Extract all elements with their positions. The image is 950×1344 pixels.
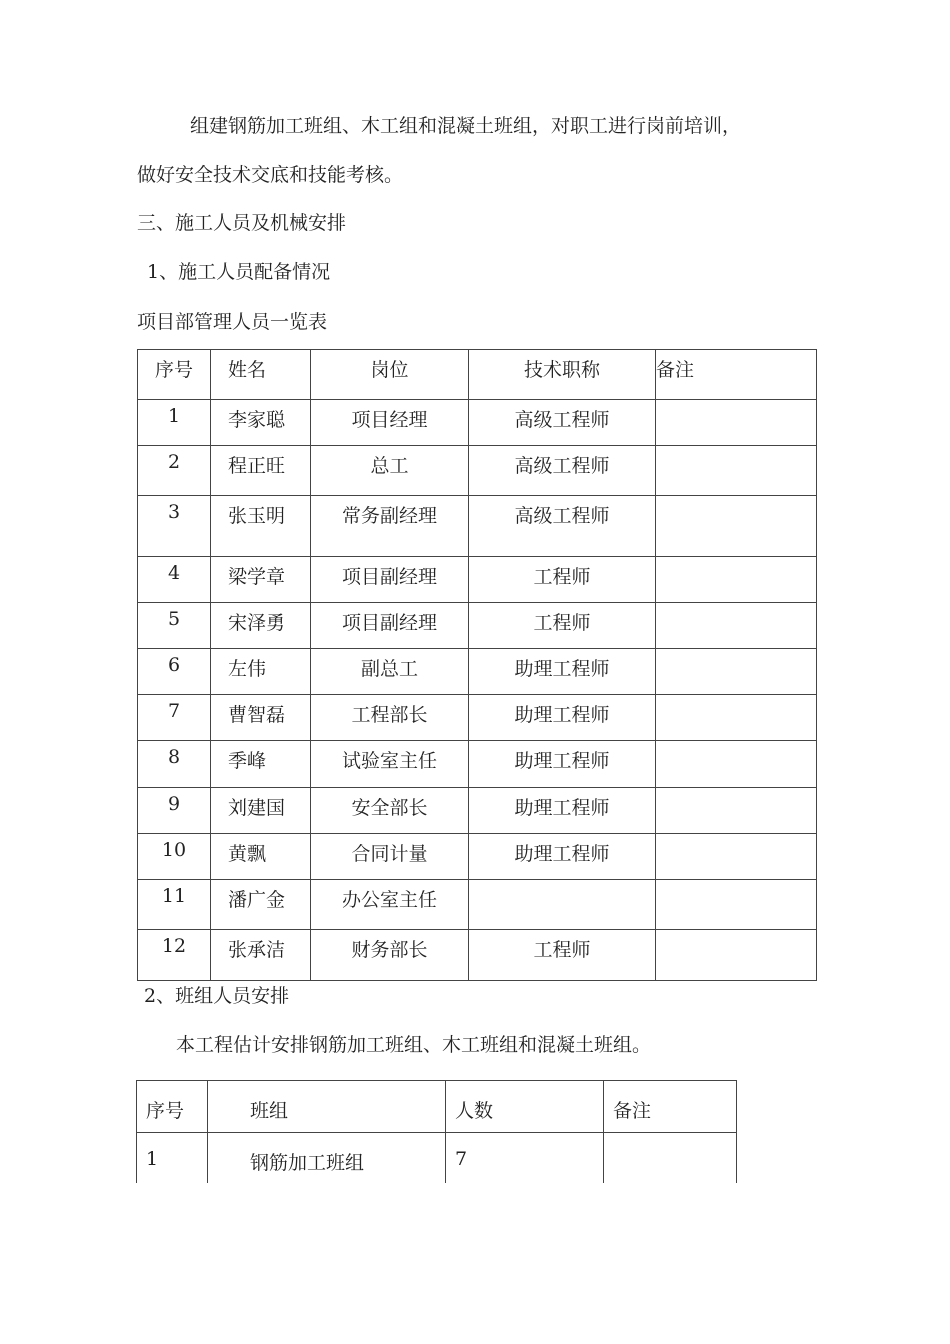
table-cell: 高级工程师 xyxy=(469,496,656,557)
table-cell xyxy=(656,880,817,930)
table-row xyxy=(138,400,817,446)
table-header-cell: 人数 xyxy=(446,1081,604,1133)
table-cell xyxy=(656,930,817,981)
table-cell: 刘建国 xyxy=(211,788,311,834)
table-cell: 8 xyxy=(138,741,211,788)
table-row xyxy=(138,741,817,788)
table-cell: 助理工程师 xyxy=(469,695,656,741)
paragraph-line: 本工程估计安排钢筋加工班组、木工班组和混凝土班组。 xyxy=(176,1034,652,1056)
subsection-heading: 2、班组人员安排 xyxy=(144,985,290,1007)
table-cell: 项目副经理 xyxy=(311,557,469,603)
table-header-cell: 姓名 xyxy=(211,350,311,400)
table-cell: 11 xyxy=(138,880,211,930)
table-cell: 试验室主任 xyxy=(311,741,469,788)
table-cell: 宋泽勇 xyxy=(211,603,311,649)
table-row xyxy=(138,446,817,496)
table-header-cell: 序号 xyxy=(138,350,211,400)
table-cell: 12 xyxy=(138,930,211,981)
table-row xyxy=(138,930,817,981)
table-cell: 李家聪 xyxy=(211,400,311,446)
table-header-row xyxy=(137,1081,737,1133)
table-row xyxy=(138,880,817,930)
table-cell: 7 xyxy=(446,1133,604,1183)
table-cell: 工程部长 xyxy=(311,695,469,741)
table-caption: 项目部管理人员一览表 xyxy=(137,311,328,333)
table-row xyxy=(138,557,817,603)
paragraph-line: 做好安全技术交底和技能考核。 xyxy=(137,164,404,186)
table-cell: 5 xyxy=(138,603,211,649)
table-row xyxy=(138,649,817,695)
table-cell: 工程师 xyxy=(469,603,656,649)
table-cell: 总工 xyxy=(311,446,469,496)
table-header-row xyxy=(138,350,817,400)
table-cell: 3 xyxy=(138,496,211,557)
table-cell: 2 xyxy=(138,446,211,496)
subsection-heading: 1、施工人员配备情况 xyxy=(147,261,331,283)
table-cell xyxy=(656,649,817,695)
table-cell: 季峰 xyxy=(211,741,311,788)
table-header-cell: 备注 xyxy=(604,1081,737,1133)
table-cell xyxy=(656,741,817,788)
table-cell xyxy=(656,695,817,741)
table-header-cell: 岗位 xyxy=(311,350,469,400)
table-row xyxy=(138,834,817,880)
table-cell: 钢筋加工班组 xyxy=(208,1133,446,1183)
table-cell: 1 xyxy=(138,400,211,446)
table-header-cell: 序号 xyxy=(137,1081,208,1133)
table-cell: 办公室主任 xyxy=(311,880,469,930)
table-cell xyxy=(656,557,817,603)
table-cell: 项目副经理 xyxy=(311,603,469,649)
table-cell: 黄飘 xyxy=(211,834,311,880)
table-cell: 9 xyxy=(138,788,211,834)
table-cell: 助理工程师 xyxy=(469,741,656,788)
table-cell: 高级工程师 xyxy=(469,400,656,446)
table-cell: 潘广金 xyxy=(211,880,311,930)
table-cell: 曹智磊 xyxy=(211,695,311,741)
table-cell: 工程师 xyxy=(469,930,656,981)
table-cell: 工程师 xyxy=(469,557,656,603)
table-cell xyxy=(604,1133,737,1183)
table-cell: 高级工程师 xyxy=(469,446,656,496)
table-cell: 助理工程师 xyxy=(469,649,656,695)
table-cell: 常务副经理 xyxy=(311,496,469,557)
table-cell: 安全部长 xyxy=(311,788,469,834)
table-cell: 张玉明 xyxy=(211,496,311,557)
table-cell xyxy=(469,880,656,930)
table-cell: 7 xyxy=(138,695,211,741)
table-row xyxy=(138,788,817,834)
table-cell: 梁学章 xyxy=(211,557,311,603)
paragraph-line: 组建钢筋加工班组、木工组和混凝土班组，对职工进行岗前培训， xyxy=(190,115,742,137)
table-cell xyxy=(656,788,817,834)
table-row xyxy=(138,603,817,649)
table-cell: 张承洁 xyxy=(211,930,311,981)
table-cell: 财务部长 xyxy=(311,930,469,981)
section-heading: 三、施工人员及机械安排 xyxy=(137,212,347,234)
table-cell: 助理工程师 xyxy=(469,788,656,834)
table-cell: 副总工 xyxy=(311,649,469,695)
table-cell: 10 xyxy=(138,834,211,880)
table-cell xyxy=(656,400,817,446)
table-row xyxy=(138,695,817,741)
team-staff-table xyxy=(136,1080,737,1183)
table-cell: 项目经理 xyxy=(311,400,469,446)
management-staff-table xyxy=(137,349,817,981)
table-cell: 助理工程师 xyxy=(469,834,656,880)
table-cell xyxy=(656,496,817,557)
table-row xyxy=(137,1133,737,1183)
table-header-cell: 技术职称 xyxy=(469,350,656,400)
table-header-cell: 备注 xyxy=(656,350,817,400)
table-cell: 程正旺 xyxy=(211,446,311,496)
table-cell xyxy=(656,834,817,880)
table-cell: 1 xyxy=(137,1133,208,1183)
table-cell: 6 xyxy=(138,649,211,695)
table-cell xyxy=(656,603,817,649)
table-cell: 合同计量 xyxy=(311,834,469,880)
table-header-cell: 班组 xyxy=(208,1081,446,1133)
table-cell: 4 xyxy=(138,557,211,603)
table-cell xyxy=(656,446,817,496)
table-cell: 左伟 xyxy=(211,649,311,695)
table-row xyxy=(138,496,817,557)
